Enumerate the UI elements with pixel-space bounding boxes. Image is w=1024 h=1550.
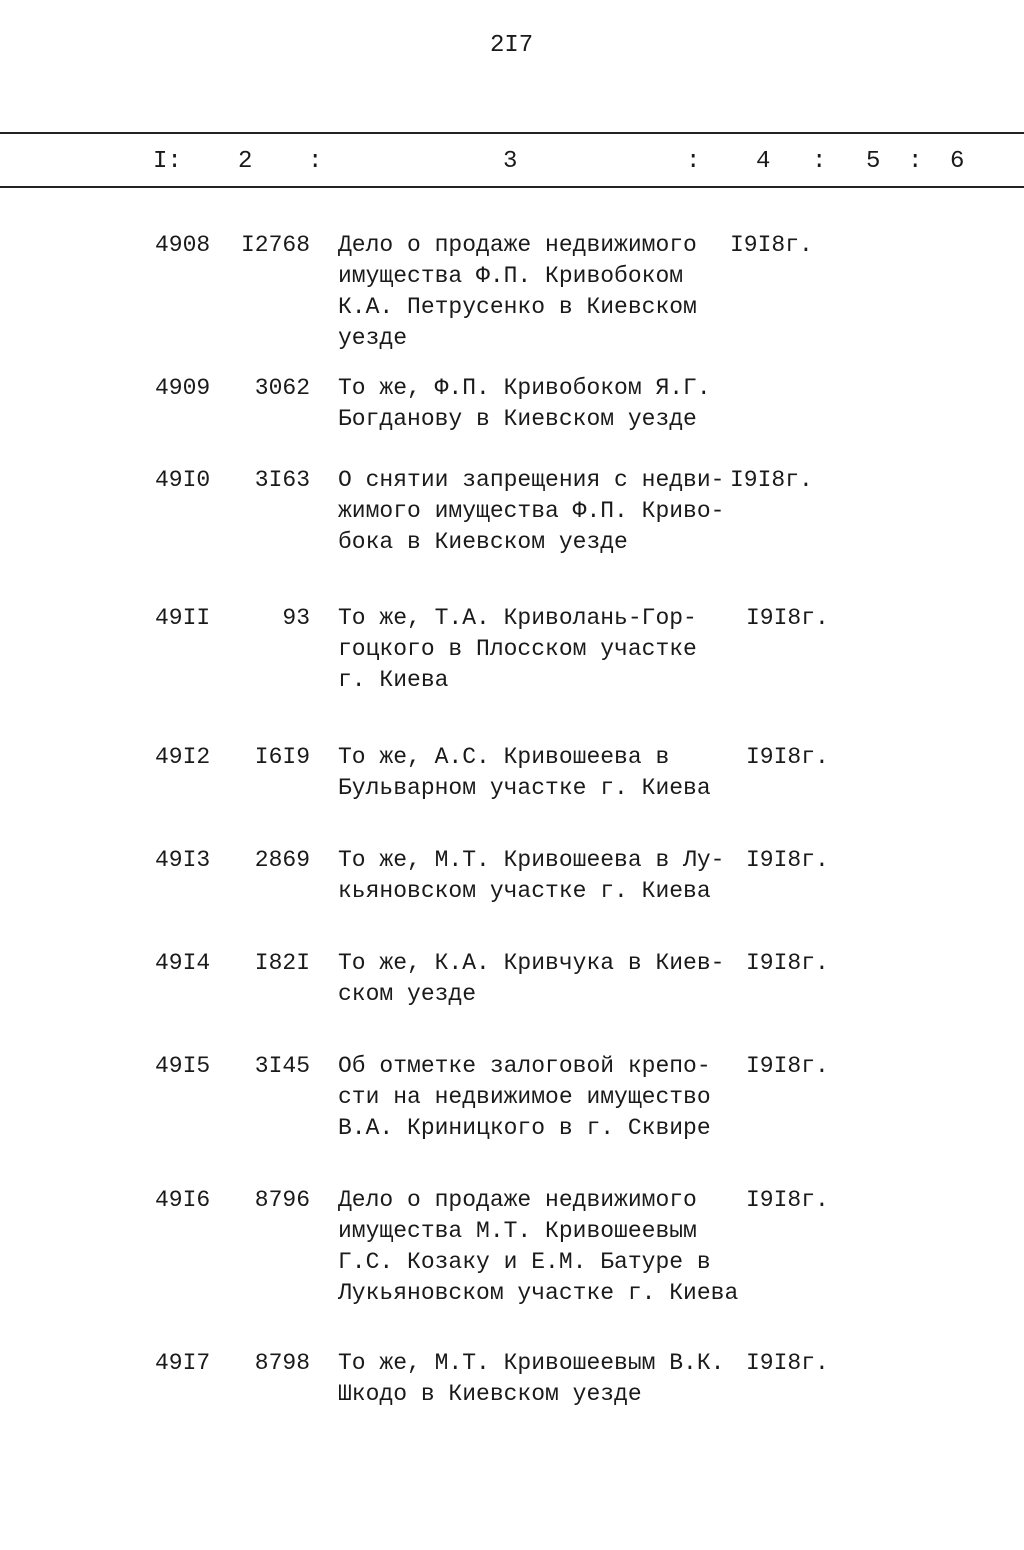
date: I9I8г.	[746, 744, 829, 770]
description	[338, 230, 758, 354]
description	[338, 465, 758, 558]
description-line: То же, Ф.П. Кривобоком Я.Г.	[338, 375, 711, 401]
header-col-2: 2	[238, 148, 253, 175]
record-number: 49I3	[155, 847, 211, 873]
reference-number: I6I9	[254, 744, 310, 770]
description-line: Г.С. Козаку и Е.М. Батуре в	[338, 1249, 711, 1275]
date: I9I8г.	[746, 605, 829, 631]
record-number: 49I2	[155, 744, 211, 770]
record-number: 49I4	[155, 950, 211, 976]
header-col-3: 3	[503, 148, 518, 175]
header-separator: :	[308, 148, 323, 175]
record-number: 49I6	[155, 1187, 211, 1213]
reference-number: 3062	[254, 375, 310, 401]
description	[338, 373, 758, 435]
description-line: То же, Т.А. Криволань-Гор-	[338, 605, 697, 631]
date: I9I8г.	[730, 467, 813, 493]
reference-number: 8796	[254, 1187, 310, 1213]
header-col-5: 5	[866, 148, 881, 175]
description	[338, 603, 758, 696]
description-line: кьяновском участке г. Киева	[338, 878, 711, 904]
description	[338, 845, 758, 907]
description	[338, 1348, 758, 1410]
reference-number: 93	[282, 605, 310, 631]
description-line: Дело о продаже недвижимого	[338, 232, 697, 258]
description-line: ском уезде	[338, 981, 477, 1007]
header-separator: :	[686, 148, 701, 175]
date: I9I8г.	[746, 950, 829, 976]
description-line: Шкодо в Киевском уезде	[338, 1381, 642, 1407]
page-number: 2I7	[490, 32, 534, 59]
reference-number: 3I63	[254, 467, 310, 493]
reference-number: I2768	[240, 232, 310, 258]
description-line: То же, К.А. Кривчука в Киев-	[338, 950, 725, 976]
header-col-1: I:	[153, 148, 182, 175]
description-line: г. Киева	[338, 667, 449, 693]
date: I9I8г.	[746, 1187, 829, 1213]
record-number: 49I0	[155, 467, 211, 493]
header-col-4: 4	[756, 148, 771, 175]
record-number: 49II	[155, 605, 211, 631]
description	[338, 742, 758, 804]
date: I9I8г.	[746, 1053, 829, 1079]
description-line: Бульварном участке г. Киева	[338, 775, 711, 801]
record-number: 4909	[155, 375, 211, 401]
description-line: К.А. Петрусенко в Киевском	[338, 294, 697, 320]
header-bottom-rule	[0, 186, 1024, 188]
description-line: То же, М.Т. Кривошеевым В.К.	[338, 1350, 725, 1376]
description-line: имущества М.Т. Кривошеевым	[338, 1218, 697, 1244]
description-line: То же, М.Т. Кривошеева в Лу-	[338, 847, 725, 873]
description	[338, 948, 758, 1010]
header-top-rule	[0, 132, 1024, 134]
record-number: 49I5	[155, 1053, 211, 1079]
date: I9I8г.	[730, 232, 813, 258]
reference-number: 3I45	[254, 1053, 310, 1079]
description-line: уезде	[338, 325, 408, 351]
date: I9I8г.	[746, 1350, 829, 1376]
description-line: сти на недвижимое имущество	[338, 1084, 711, 1110]
description-line: Лукьяновском участке г. Киева	[338, 1280, 739, 1306]
header-separator: :	[812, 148, 827, 175]
reference-number: I82I	[254, 950, 310, 976]
description-line: О снятии запрещения с недви-	[338, 467, 725, 493]
record-number: 49I7	[155, 1350, 211, 1376]
description-line: В.А. Криницкого в г. Сквире	[338, 1115, 711, 1141]
header-col-6: 6	[950, 148, 965, 175]
description-line: имущества Ф.П. Кривобоком	[338, 263, 684, 289]
header-separator: :	[908, 148, 923, 175]
description-line: жимого имущества Ф.П. Криво-	[338, 498, 725, 524]
reference-number: 8798	[254, 1350, 310, 1376]
description	[338, 1185, 758, 1309]
date: I9I8г.	[746, 847, 829, 873]
description-line: Богданову в Киевском уезде	[338, 406, 697, 432]
description-line: гоцкого в Плосском участке	[338, 636, 697, 662]
description-line: Дело о продаже недвижимого	[338, 1187, 697, 1213]
description-line: бока в Киевском уезде	[338, 529, 628, 555]
record-number: 4908	[155, 232, 211, 258]
reference-number: 2869	[254, 847, 310, 873]
description	[338, 1051, 758, 1144]
description-line: Об отметке залоговой крепо-	[338, 1053, 711, 1079]
description-line: То же, А.С. Кривошеева в	[338, 744, 670, 770]
